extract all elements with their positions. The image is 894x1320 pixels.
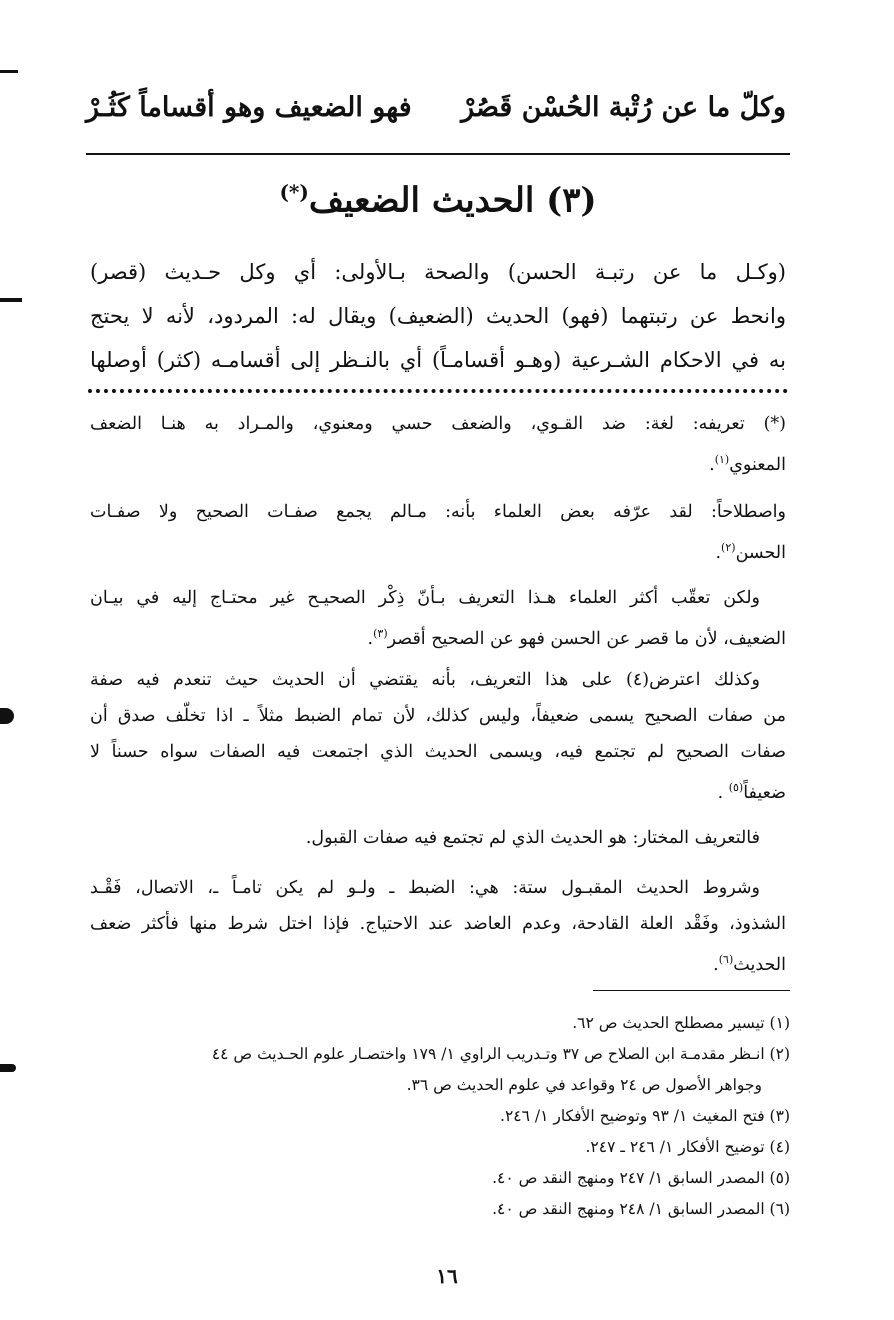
section-title-text: (٣) الحديث الضعيف (308, 180, 597, 221)
footnote-ref[interactable]: (٣) (373, 627, 388, 640)
section-title-marker: (*) (279, 180, 309, 204)
commentary-line: (وكـل ما عن رتبـة الحسن) والصحة بـالأولى: أي وكل حـديث (قصر) (90, 260, 786, 284)
note-line: وكذلك اعترض(٤) على هذا التعريف، بأنه يقتضي أن الحديث حيث تنعدم فيه صفة (90, 670, 760, 690)
note-line: وشروط الحديث المقبـول ستة: هي: الضبط ـ ولـو لم يكن تامـاً ـ، الاتصال، فَقْـد (90, 878, 760, 898)
footnote-item: (٣) فتح المغيث ١/ ٩٣ وتوضيح الأفكار ١/ ٢٤٦. (500, 1107, 790, 1125)
footnote-item: (٤) توضيح الأفكار ١/ ٢٤٦ ـ ٢٤٧. (585, 1138, 790, 1156)
note-line: ضعيفاً$^{(٥)}$ . (717, 781, 786, 803)
footnote-ref[interactable]: (٥) (728, 781, 744, 794)
note-text: الحسن (735, 542, 786, 563)
note-line: صفات الصحيح لم تجتمع فيه، ويسمى الحديث الذي اجتمعت فيه الصفات سواه حسناً لا (90, 742, 786, 762)
footnote-item: (١) تيسير مصطلح الحديث ص ٦٢. (572, 1014, 790, 1032)
footnote-divider (593, 990, 790, 991)
scan-edge-mark (0, 708, 14, 724)
note-technical-definition (90, 494, 786, 571)
note-chosen-definition (90, 820, 786, 856)
footnote-item: (٦) المصدر السابق ١/ ٢٤٨ ومنهج النقد ص ٤٠. (492, 1200, 790, 1218)
footnote-item-continuation: وجواهر الأصول ص ٢٤ وقواعد في علوم الحديث ص ٣٦. (406, 1076, 762, 1094)
note-text: المعنوي (729, 454, 786, 475)
verse-second-hemistich: فهو الضعيف وهو أقساماً كَثُـرْ (86, 92, 412, 123)
footnote-item: (٥) المصدر السابق ١/ ٢٤٧ ومنهج النقد ص ٤٠. (492, 1169, 790, 1187)
note-line: (*) تعريفه: لغة: ضد القـوي، والضعف حسي ومعنوي، والمـراد به هنـا الضعف (90, 414, 786, 434)
scan-edge-mark (0, 70, 18, 73)
note-line: الحديث$^{(٦)}$. (713, 953, 786, 975)
commentary-paragraph (90, 250, 786, 382)
scan-edge-mark (0, 1064, 16, 1072)
footnote-item: (٢) انـظر مقدمـة ابن الصلاح ص ٣٧ وتـدريب الراوي ١/ ١٧٩ واختصـار علوم الحـديث ص ٤٤ (211, 1045, 790, 1063)
verse-first-hemistich: وكلّ ما عن رُتْبة الحُسْن قَصُرْ (461, 92, 786, 123)
note-line: المعنوي$^{(١)}$. (709, 453, 786, 475)
note-text: الضعيف، لأن ما قصر عن الحسن فهو عن الصحيح أقصر (387, 628, 786, 649)
footnote-ref[interactable]: (٦) (718, 953, 734, 966)
note-line: الشذوذ، وفَقْد العلة القادحة، وعدم العاضد عند الاحتياج. فإذا اختل شرط منها فأكثر ضعف (90, 914, 786, 934)
note-critique (90, 580, 786, 657)
footnote-ref[interactable]: (٢) (721, 541, 736, 554)
note-line: واصطلاحاً: لقد عرّفه بعض العلماء بأنه: مـالم يجمع صفـات الصحيح ولا صفـات (90, 502, 786, 522)
footnote-ref[interactable]: (١) (714, 453, 730, 466)
note-line: ولكن تعقّب أكثر العلماء هـذا التعريف بـأنّ ذِكْر الصحيـح غير محتـاج إليه في بيـان (90, 588, 760, 608)
note-text: الحديث (733, 954, 786, 975)
commentary-line: وانحط عن رتبتهما (فهو) الحديث (الضعيف) ويقال له: المردود، لأنه لا يحتج (90, 304, 786, 328)
verse-divider (86, 153, 790, 155)
note-definition (90, 406, 786, 483)
note-line: الضعيف، لأن ما قصر عن الحسن فهو عن الصحيح أقصر$^{(٣)}$. (367, 627, 786, 649)
note-line: الحسن$^{(٢)}$. (715, 541, 786, 563)
note-line: من صفات الصحيح يسمى ضعيفاً، وليس كذلك، لأن تمام الضبط مثلاً ـ اذا تخلّف صدق أن (90, 706, 786, 726)
note-conditions (90, 870, 786, 983)
dotted-divider (88, 389, 788, 393)
note-line: فالتعريف المختار: هو الحديث الذي لم تجتمع فيه صفات القبول. (305, 828, 760, 848)
note-text: ضعيفاً (743, 782, 786, 803)
page-number: ١٦ (436, 1264, 458, 1288)
commentary-line: به في الاحكام الشـرعية (وهـو أقسامـاً) أي بالنـظر إلى أقسامـه (كثر) أوصلها (90, 348, 786, 372)
section-title (86, 180, 790, 240)
scan-edge-mark (0, 298, 22, 302)
poem-verse (86, 92, 786, 142)
note-objection (90, 662, 786, 811)
footnotes-list (90, 1008, 790, 1225)
